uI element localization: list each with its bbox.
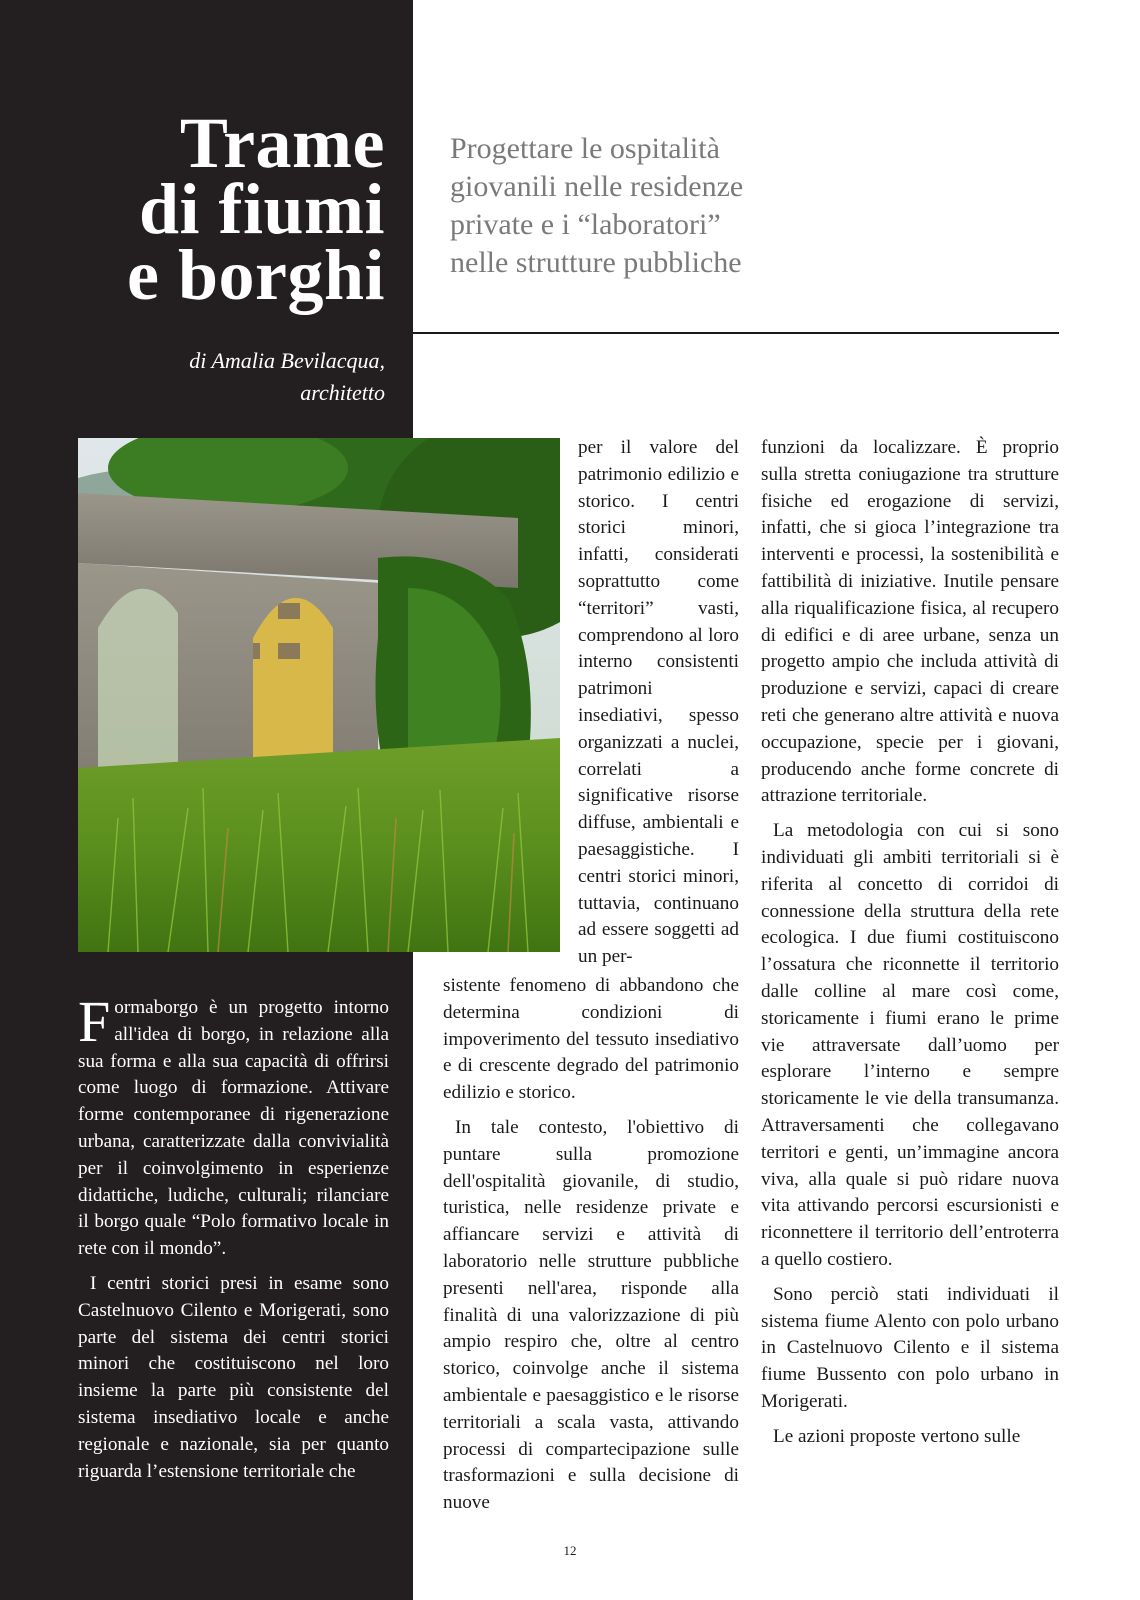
body-column-middle-bottom — [443, 973, 739, 1517]
drop-cap: F — [78, 989, 111, 1054]
paragraph: La metodologia con cui si sono individuati gli ambiti territoriali si è riferita al concetto di corridoi di connessione della struttura della rete ecologica. I due fiumi costituiscono l’ossatura che riconnette il territorio dalle colline al mare così come, storicamente i fiumi erano le prime vie attraversate dall’uomo per esplorare l’interno e sempre storicamente le vie della transumanza. Attraversamenti che collegavano territori e genti, un’immagine ancora viva, alla quale si può ridare nuova vita attivando percorsi escursionisti e riconnettere il territorio dell’entroterra a quello costiero. — [761, 820, 1059, 1270]
header-divider — [413, 332, 1059, 334]
paragraph-text: ormaborgo è un progetto intorno all'idea di borgo, in relazione alla sua forma e alla sua capacità di offrirsi come luogo di formazione. Attivare forme contemporanee di rigenerazione urbana, caratterizzate dalla convivialità per il coinvolgimento in esperienze didattiche, ludiche, culturali; rilanciare il borgo quale “Polo formativo locale in rete con il mondo”. — [78, 997, 389, 1260]
title-line: di fiumi — [138, 169, 385, 249]
byline-line: architetto — [300, 380, 385, 405]
aqueduct-photo — [78, 438, 560, 952]
subtitle-line: Progettare le ospitalità — [450, 132, 720, 165]
paragraph — [78, 989, 389, 1263]
byline-line: di Amalia Bevilacqua, — [189, 348, 385, 373]
paragraph: Le azioni proposte vertono sulle — [773, 1425, 1021, 1447]
body-column-left — [78, 989, 389, 1485]
paragraph: per il valore del patrimonio edilizio e storico. I centri storici minori, infatti, considerati soprattutto come “territori” vasti, comprendono al loro interno consistenti patrimoni insediativi, spesso organizzati a nuclei, correlati a significative risorse diffuse, ambientali e paesaggistiche. I centri storici minori, tuttavia, continuano ad essere soggetti ad un per- — [578, 437, 739, 968]
subtitle-line: private e i “laboratori” — [450, 208, 721, 241]
title-line: e borghi — [126, 235, 385, 315]
paragraph: In tale contesto, l'obiettivo di puntare sulla promozione dell'ospitalità giovanile, di studio, turistica, nelle residenze private e affiancare servizi e attività di laboratorio nelle strutture pubbliche presenti nell'area, risponde alla finalità di una valorizzazione di più ampio respiro che, oltre al centro storico, coinvolge anche il sistema ambientale e paesaggistico e le risorse territoriali a scala vasta, attivando processi di compartecipazione sulle trasformazioni e sulla decisione di nuove — [443, 1116, 739, 1514]
paragraph: funzioni da localizzare. È proprio sulla stretta coniugazione tra strutture fisiche ed erogazione di servizi, infatti, che si gioca l’integrazione tra interventi e processi, la sostenibilità e fattibilità di iniziative. Inutile pensare alla riqualificazione fisica, al recupero di edifici e di aree urbane, senza un progetto ampio che includa attività di produzione e servizi, capaci di creare reti che generano altre attività e nuova occupazione, specie per i giovani, producendo anche forme concrete di attrazione territoriale. — [761, 437, 1059, 807]
article-title — [80, 103, 385, 315]
paragraph: Sono perciò stati individuati il sistema fiume Alento con polo urbano in Castelnuovo Cilento e il sistema fiume Bussento con polo urbano in Morigerati. — [761, 1283, 1059, 1412]
body-column-middle-top — [578, 435, 739, 971]
author-byline — [80, 345, 385, 409]
subtitle-line: nelle strutture pubbliche — [450, 246, 742, 279]
paragraph: sistente fenomeno di abbandono che determina condizioni di impoverimento del tessuto insediativo e di crescente degrado del patrimonio edilizio e storico. — [443, 975, 739, 1104]
body-column-right — [761, 435, 1059, 1450]
subtitle-line: giovanili nelle residenze — [450, 170, 744, 203]
article-subtitle — [450, 130, 1070, 282]
paragraph: I centri storici presi in esame sono Castelnuovo Cilento e Morigerati, sono parte del sistema dei centri storici minori che costituiscono nel loro insieme la parte più consistente del sistema insediativo locale e anche regionale e nazionale, sia per quanto riguarda l’estensione territoriale che — [78, 1272, 389, 1482]
page-number: 12 — [563, 1543, 577, 1558]
title-line: Trame — [179, 103, 385, 183]
